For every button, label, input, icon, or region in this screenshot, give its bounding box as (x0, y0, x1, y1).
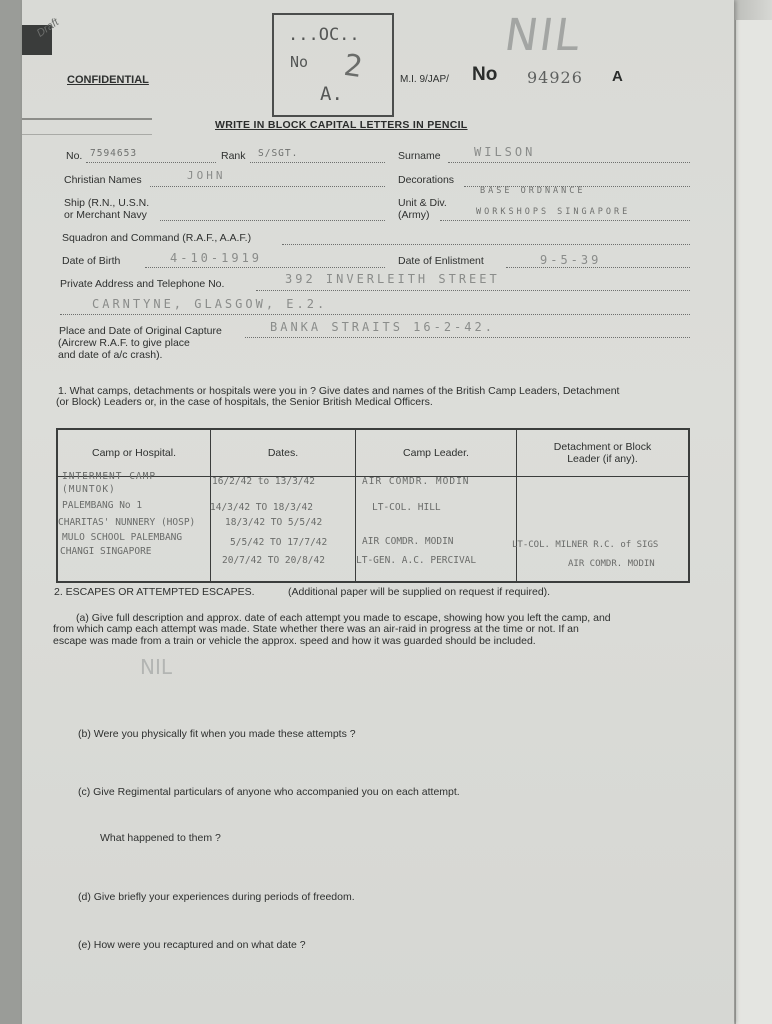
row-5-leader: LT-GEN. A.C. PERCIVAL (356, 555, 477, 566)
section1-line2: (or Block) Leaders or, in the case of hospitals, the Senior British Medical Officers. (56, 396, 433, 408)
binding-string (22, 118, 152, 135)
capture-line (245, 337, 690, 338)
dob-value: 4-10-1919 (170, 251, 263, 265)
row-4-dates: 5/5/42 TO 17/7/42 (230, 537, 328, 548)
unit-value-2: WORKSHOPS SINGAPORE (476, 207, 631, 217)
row-5-detachment: AIR COMDR. MODIN (568, 559, 655, 569)
section1-line1: 1. What camps, detachments or hospitals were you in ? Give dates and names of the British Camp Leaders, Detachment (58, 385, 620, 397)
unit-label-1: Unit & Div. (398, 197, 447, 209)
address-value-2: CARNTYNE, GLASGOW, E.2. (92, 297, 328, 311)
capture-value: BANKA STRAITS 16-2-42. (270, 320, 495, 334)
surname-line (448, 162, 690, 163)
capture-label-1: Place and Date of Original Capture (59, 325, 222, 337)
decorations-label: Decorations (398, 174, 455, 186)
question-d: (d) Give briefly your experiences during periods of freedom. (78, 891, 355, 903)
row-1-leader: AIR COMDR. MODIN (362, 476, 470, 487)
stamp-line1: ...OC.. (288, 25, 360, 45)
stamp-letter: A. (320, 83, 343, 105)
nil-annotation-top: NIL (501, 10, 585, 61)
enlistment-value: 9-5-39 (540, 253, 602, 267)
rank-value: S/SGT. (258, 148, 299, 159)
enlistment-line (506, 267, 690, 268)
row-5-camp: CHANGI SINGAPORE (60, 546, 152, 557)
no-line (86, 162, 216, 163)
rank-label: Rank (221, 150, 246, 162)
dob-label: Date of Birth (62, 255, 121, 267)
margin-note: Draft (34, 16, 62, 40)
question-a-line2: from which camp each attempt was made. State whether there was an air-raid in progress at the time or not. If an (53, 623, 579, 635)
registry-stamp (272, 13, 394, 117)
row-3-camp: CHARITAS' NUNNERY (HOSP) (58, 517, 196, 528)
enlistment-label: Date of Enlistment (398, 255, 484, 267)
ref-suffix: A (612, 68, 623, 85)
squadron-line (282, 244, 690, 245)
row-4-leader: AIR COMDR. MODIN (362, 536, 454, 547)
row-2-dates: 14/3/42 TO 18/3/42 (210, 502, 313, 513)
leader-cell (356, 477, 517, 583)
no-value: 7594653 (90, 148, 138, 159)
section2-heading: 2. ESCAPES OR ATTEMPTED ESCAPES. (54, 586, 255, 598)
unit-line (440, 220, 690, 221)
col-camp-header: Camp or Hospital. (57, 429, 211, 477)
ship-line (160, 220, 385, 221)
christian-names-label: Christian Names (64, 174, 142, 186)
col-detachment-header: Detachment or Block Leader (if any). (517, 429, 690, 477)
col-leader-header: Camp Leader. (356, 429, 517, 477)
unit-label-2: (Army) (398, 209, 430, 221)
christian-names-line (150, 186, 385, 187)
ref-number: 94926 (527, 68, 583, 87)
capture-label-3: and date of a/c crash). (58, 349, 163, 361)
dates-cell (211, 477, 356, 583)
stamp-no: No (290, 53, 309, 71)
question-e: (e) How were you recaptured and on what date ? (78, 939, 306, 951)
address-label: Private Address and Telephone No. (60, 278, 225, 290)
backing-sheet-edge (735, 20, 772, 1024)
squadron-label: Squadron and Command (R.A.F., A.A.F.) (62, 232, 252, 244)
ref-no-label: No (472, 64, 498, 85)
unit-value-1: BASE ORDNANCE (480, 186, 586, 196)
row-3-dates: 18/3/42 TO 5/5/42 (225, 517, 323, 528)
ref-prefix: M.I. 9/JAP/ (400, 74, 449, 85)
address-value-1: 392 INVERLEITH STREET (285, 272, 500, 286)
ship-label-2: or Merchant Navy (64, 209, 147, 221)
no-label: No. (66, 150, 83, 162)
dob-line (145, 267, 385, 268)
row-5-dates: 20/7/42 TO 20/8/42 (222, 555, 325, 566)
question-b: (b) Were you physically fit when you made these attempts ? (78, 728, 356, 740)
row-4-detachment: LT-COL. MILNER R.C. of SIGS (512, 540, 659, 550)
surname-label: Surname (398, 150, 441, 162)
row-1-camp: INTERMENT CAMP (MUNTOK) (62, 471, 157, 495)
stamp-number: 2 (341, 47, 365, 86)
nil-answer-a: NIL (140, 655, 173, 679)
rank-line (250, 162, 385, 163)
address-line-1 (256, 290, 690, 291)
question-a-line3: escape was made from a train or vehicle the approx. speed and how it was guarded should be included. (53, 635, 536, 647)
row-1-dates: 16/2/42 to 13/3/42 (212, 476, 315, 487)
question-a-line1: (a) Give full description and approx. date of each attempt you made to escape, showing how you left the camp, and (76, 612, 611, 624)
instruction-heading: WRITE IN BLOCK CAPITAL LETTERS IN PENCIL (215, 119, 468, 131)
question-c-follow: What happened to them ? (100, 832, 221, 844)
section2-heading-note: (Additional paper will be supplied on request if required). (288, 586, 551, 598)
surname-value: WILSON (474, 145, 536, 159)
row-2-camp: PALEMBANG No 1 (62, 500, 143, 511)
col-dates-header: Dates. (211, 429, 356, 477)
confidential-label: CONFIDENTIAL (67, 74, 149, 86)
row-2-leader: LT-COL. HILL (372, 502, 441, 513)
row-4-camp: MULO SCHOOL PALEMBANG (62, 532, 183, 543)
christian-names-value: JOHN (187, 169, 226, 182)
ship-label-1: Ship (R.N., U.S.N. (64, 197, 150, 209)
capture-label-2: (Aircrew R.A.F. to give place (58, 337, 190, 349)
question-c: (c) Give Regimental particulars of anyone who accompanied you on each attempt. (78, 786, 460, 798)
address-line-2 (60, 314, 690, 315)
